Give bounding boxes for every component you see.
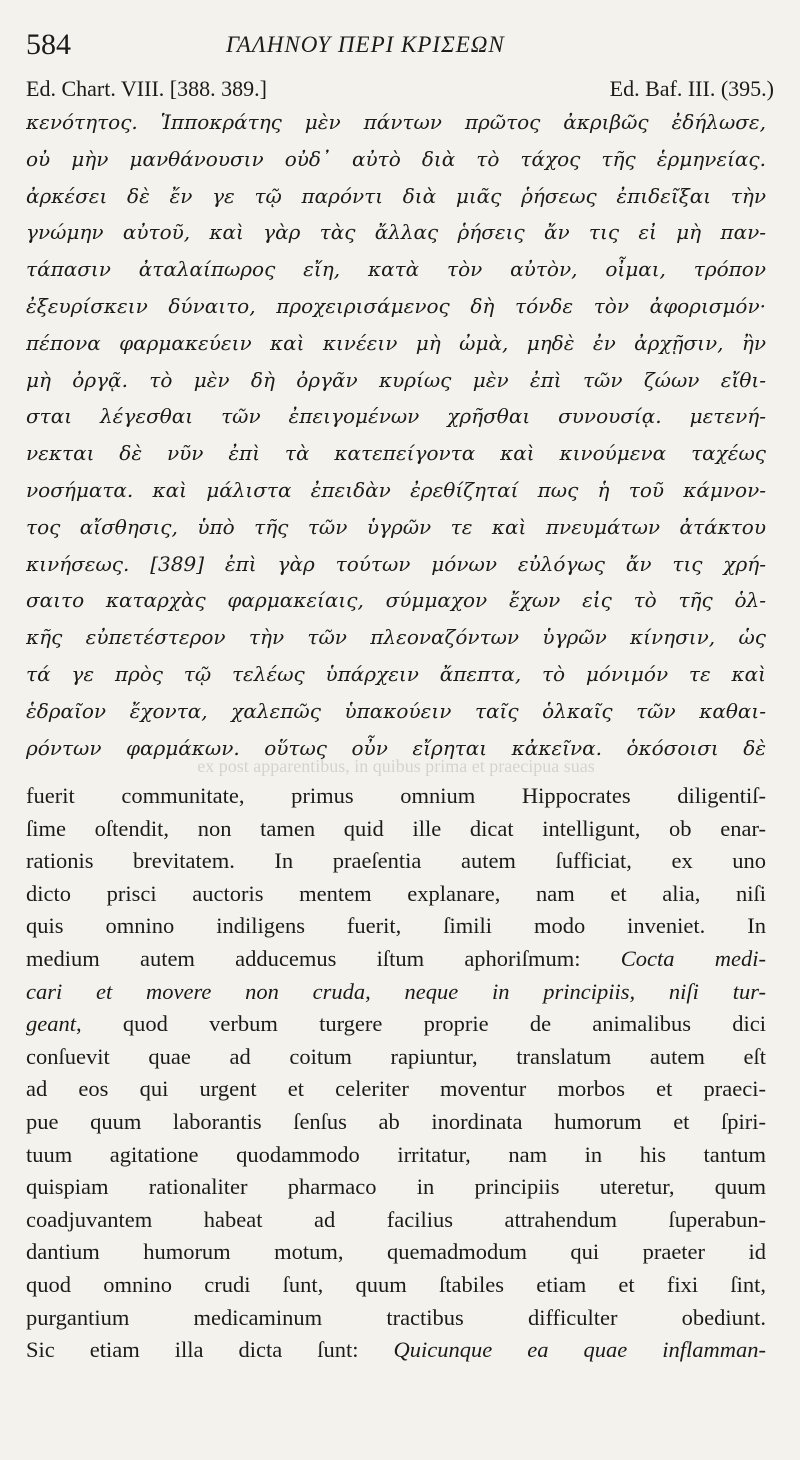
greek-text-line: τά γε πρὸς τῷ τελέως ὑπάρχειν ἄπεπτα, τὸ μόνιμόν τε καὶ: [26, 661, 766, 686]
latin-text-line: [26, 1073, 766, 1106]
latin-text-line: [26, 1008, 766, 1041]
running-head: [26, 28, 774, 68]
text-segment: pue quum laborantis ſenſus ab inordinata humorum et ſpiri-: [26, 1108, 766, 1134]
greek-text-line: ἑδραῖον ἔχοντα, χαλεπῶς ὑπακούειν ταῖς ὁλκαῖς τῶν καθαι-: [26, 698, 766, 723]
text-segment: quis omnino indiligens fuerit, ſimili modo inveniet. In: [26, 913, 766, 939]
italic-text-segment: Cocta medi-: [620, 945, 766, 971]
greek-text-line: τάπασιν ἀταλαίπωρος εἴη, κατὰ τὸν αὐτὸν, οἶμαι, τρόπον: [26, 257, 766, 282]
latin-text-line: [26, 1302, 766, 1335]
greek-text-line: κῆς εὐπετέστερον τὴν τῶν πλεοναζόντων ὑγρῶν κίνησιν, ὡς: [26, 625, 766, 650]
latin-text-line: [26, 1171, 766, 1204]
latin-text-line: [26, 1334, 766, 1367]
greek-text-line: ἀρκέσει δὲ ἔν γε τῷ παρόντι διὰ μιᾶς ῥήσεως ἐπιδεῖξαι τὴν: [26, 183, 766, 208]
text-segment: dantium humorum motum, quemadmodum qui praeter id: [26, 1239, 766, 1265]
italic-text-segment: cari et movere non cruda, neque in principiis, niſi tur-: [26, 978, 766, 1004]
greek-text-line: ρόντων φαρμάκων. οὕτως οὖν εἴρηται κἀκεῖνα. ὁκόσοισι δὲ: [26, 735, 766, 760]
text-segment: quod omnino crudi ſunt, quum ſtabiles etiam et fixi ſint,: [26, 1271, 766, 1297]
text-segment: coadjuvantem habeat ad facilius attrahendum ſuperabun-: [26, 1206, 766, 1232]
greek-text-line: πέπονα φαρμακεύειν καὶ κινέειν μὴ ὠμὰ, μηδὲ ἐν ἀρχῇσιν, ἢν: [26, 330, 766, 355]
italic-text-segment: geant: [26, 1011, 76, 1037]
latin-text-line: [26, 1106, 766, 1139]
bleed-through-text: ex post apparentibus, in quibus prima et praecipua suas: [197, 756, 595, 776]
greek-text-line: ἐξευρίσκειν δύναιτο, προχειρισάμενος δὴ τόνδε τὸν ἀφορισμόν·: [26, 293, 766, 318]
latin-text-line: [26, 878, 766, 911]
greek-text-line: οὐ μὴν μανθάνουσιν οὐδ᾽ αὐτὸ διὰ τὸ τάχος τῆς ἑρμηνείας.: [26, 146, 766, 171]
text-segment: fuerit communitate, primus omnium Hippocrates diligentiſ-: [26, 783, 766, 808]
latin-text-line: [26, 1204, 766, 1237]
text-segment: medium autem adducemus iſtum aphoriſmum:: [26, 945, 621, 971]
text-segment: quispiam rationaliter pharmaco in principiis uteretur, quum: [26, 1174, 766, 1200]
greek-text-line: κενότητος. Ἱπποκράτης μὲν πάντων πρῶτος ἀκριβῶς ἐδήλωσε,: [26, 110, 766, 134]
running-title: ΓΑΛΗΝΟΥ ΠΕΡΙ ΚΡΙΣΕΩΝ: [226, 32, 505, 57]
greek-text-line: νεκται δὲ νῦν ἐπὶ τὰ κατεπείγοντα καὶ κινούμενα ταχέως: [26, 441, 766, 466]
latin-text-line: [26, 845, 766, 878]
latin-text-line: [26, 780, 766, 813]
italic-text-segment: Quicunque ea quae inflamman-: [393, 1337, 766, 1363]
edition-basel: Ed. Baf. III. (395.): [609, 76, 774, 101]
greek-text-line: κινήσεως. [389] ἐπὶ γὰρ τούτων μόνων εὐλόγως ἄν τις χρή-: [26, 551, 766, 576]
latin-text-line: [26, 910, 766, 943]
text-segment: dicto prisci auctoris mentem explanare, nam et alia, niſi: [26, 880, 766, 906]
text-segment: purgantium medicaminum tractibus difficulter obediunt.: [26, 1304, 766, 1330]
latin-text-line: [26, 1041, 766, 1074]
greek-text-line: σαιτο καταρχὰς φαρμακείαις, σύμμαχον ἔχων εἰς τὸ τῆς ὁλ-: [26, 588, 766, 613]
greek-text-line: νοσήματα. καὶ μάλιστα ἐπειδὰν ἐρεθίζηταί πως ἡ τοῦ κάμνον-: [26, 477, 766, 502]
text-segment: rationis brevitatem. In praeſentia autem ſufficiat, ex uno: [26, 848, 766, 874]
latin-text-line: [26, 943, 766, 976]
text-segment: Sic etiam illa dicta ſunt:: [26, 1337, 394, 1363]
latin-text-block: [26, 780, 766, 1367]
page-number: 584: [26, 28, 71, 61]
greek-text-line: σται λέγεσθαι τῶν ἐπειγομένων χρῆσθαι συνουσίᾳ. μετενή-: [26, 404, 766, 429]
latin-text-line: [26, 1236, 766, 1269]
edition-chartier: Ed. Chart. VIII. [388. 389.]: [26, 76, 267, 101]
greek-text-line: γνώμην αὐτοῦ, καὶ γὰρ τὰς ἄλλας ῥήσεις ἄν τις εἰ μὴ παν-: [26, 220, 766, 245]
latin-text-line: [26, 976, 766, 1009]
latin-text-line: [26, 1269, 766, 1302]
greek-text-block: [26, 104, 766, 766]
greek-text-line: τος αἴσθησις, ὑπὸ τῆς τῶν ὑγρῶν τε καὶ πνευμάτων ἀτάκτου: [26, 514, 766, 539]
text-segment: conſuevit quae ad coitum rapiuntur, translatum autem eſt: [26, 1043, 766, 1069]
text-segment: ad eos qui urgent et celeriter moventur morbos et praeci-: [26, 1076, 766, 1102]
latin-text-line: [26, 1139, 766, 1172]
text-segment: , quod verbum turgere proprie de animalibus dici: [76, 1011, 766, 1037]
text-segment: tuum agitatione quodammodo irritatur, nam in his tantum: [26, 1141, 766, 1167]
text-segment: ſime oſtendit, non tamen quid ille dicat intelligunt, ob enar-: [26, 815, 766, 841]
latin-text-line: [26, 813, 766, 846]
greek-text-line: μὴ ὀργᾷ. τὸ μὲν δὴ ὀργᾶν κυρίως μὲν ἐπὶ τῶν ζώων εἴθι-: [26, 367, 766, 392]
